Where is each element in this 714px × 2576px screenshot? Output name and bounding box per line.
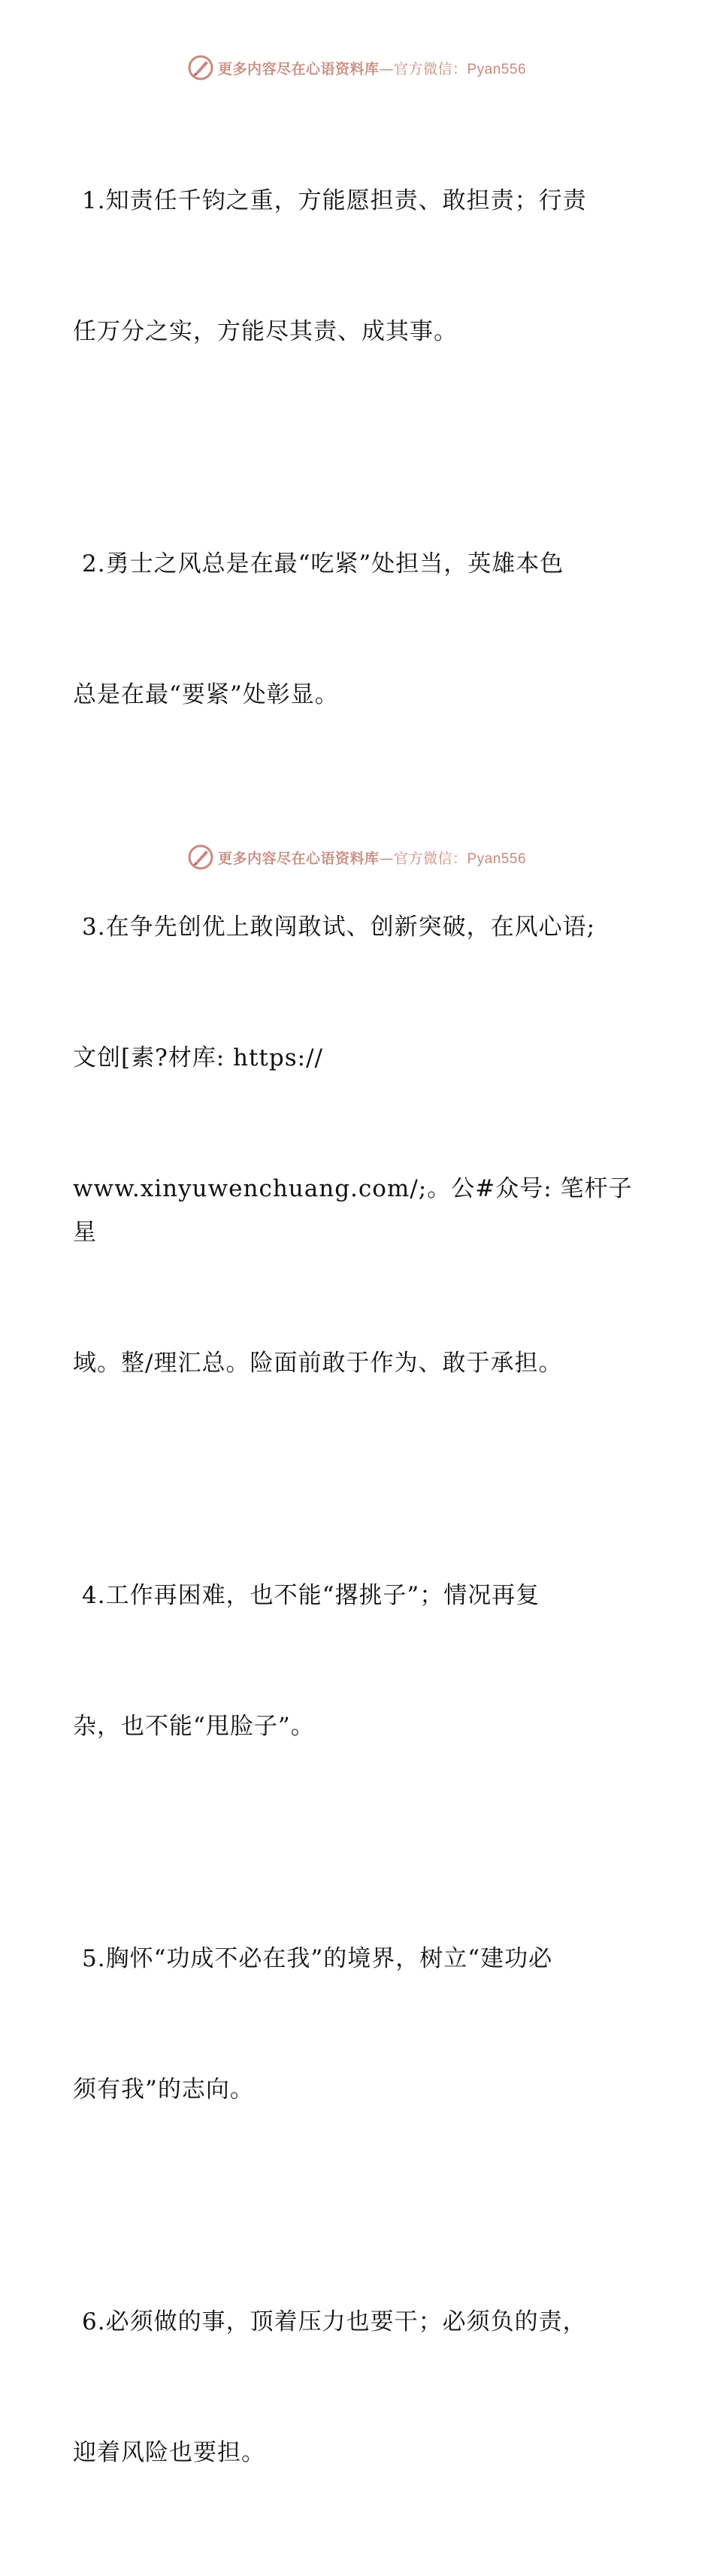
paragraph-4: [73, 1487, 644, 1835]
paragraph-6: [73, 2213, 644, 2562]
paragraph-line: 杂，也不能“甩脸子”。: [73, 1713, 315, 1740]
paragraph-3: [73, 818, 644, 1472]
footer-banner-sub: 官方微信：: [393, 850, 467, 867]
paragraph-line: 5.胸怀“功成不必在我”的境界，树立“建功必: [82, 1945, 553, 1972]
header-banner-text: [218, 58, 526, 78]
header-banner: [0, 53, 714, 83]
paragraph-line: 文创[素?材库: https://: [73, 1044, 323, 1071]
footer-banner-wechat-id: Pyan556: [467, 850, 527, 867]
paragraph-line: 域。整/理汇总。险面前敢于作为、敢于承担。: [73, 1350, 563, 1377]
paragraph-line: 6.必须做的事，顶着压力也要干；必须负的责，: [82, 2308, 587, 2335]
header-banner-sub: 官方微信：: [393, 60, 467, 77]
document-body: [73, 92, 644, 2576]
paragraph-line: 须有我”的志向。: [73, 2076, 254, 2103]
paragraph-line: 1.知责任千钧之重，方能愿担责、敢担责；行责: [82, 187, 587, 214]
paragraph-line: 迎着风险也要担。: [73, 2439, 265, 2466]
footer-banner-separator: —: [379, 850, 394, 867]
header-banner-wechat-id: Pyan556: [467, 61, 527, 77]
paragraph-line: 总是在最“要紧”处彰显。: [73, 681, 339, 708]
quill-seal-icon: [188, 844, 213, 870]
paragraph-line: 2.勇士之风总是在最“吃紧”处担当，英雄本色: [82, 550, 564, 577]
quill-seal-icon: [188, 55, 213, 80]
footer-banner: [0, 842, 714, 872]
paragraph-2: [73, 455, 644, 804]
paragraph-line: 3.在争先创优上敢闯敢试、创新突破，在风心语;: [82, 914, 596, 941]
header-banner-main: 更多内容尽在心语资料库: [217, 60, 380, 77]
footer-banner-main: 更多内容尽在心语资料库: [217, 850, 380, 867]
footer-banner-text: [218, 847, 526, 868]
paragraph-5: [73, 1850, 644, 2199]
paragraph-line: www.xinyuwenchuang.com/;。公#众号: 笔杆子星: [73, 1175, 633, 1246]
paragraph-1: [73, 92, 644, 441]
header-banner-separator: —: [379, 60, 394, 77]
paragraph-line: 4.工作再困难，也不能“撂挑子”；情况再复: [82, 1582, 540, 1609]
paragraph-line: 任万分之实，方能尽其责、成其事。: [73, 318, 458, 345]
